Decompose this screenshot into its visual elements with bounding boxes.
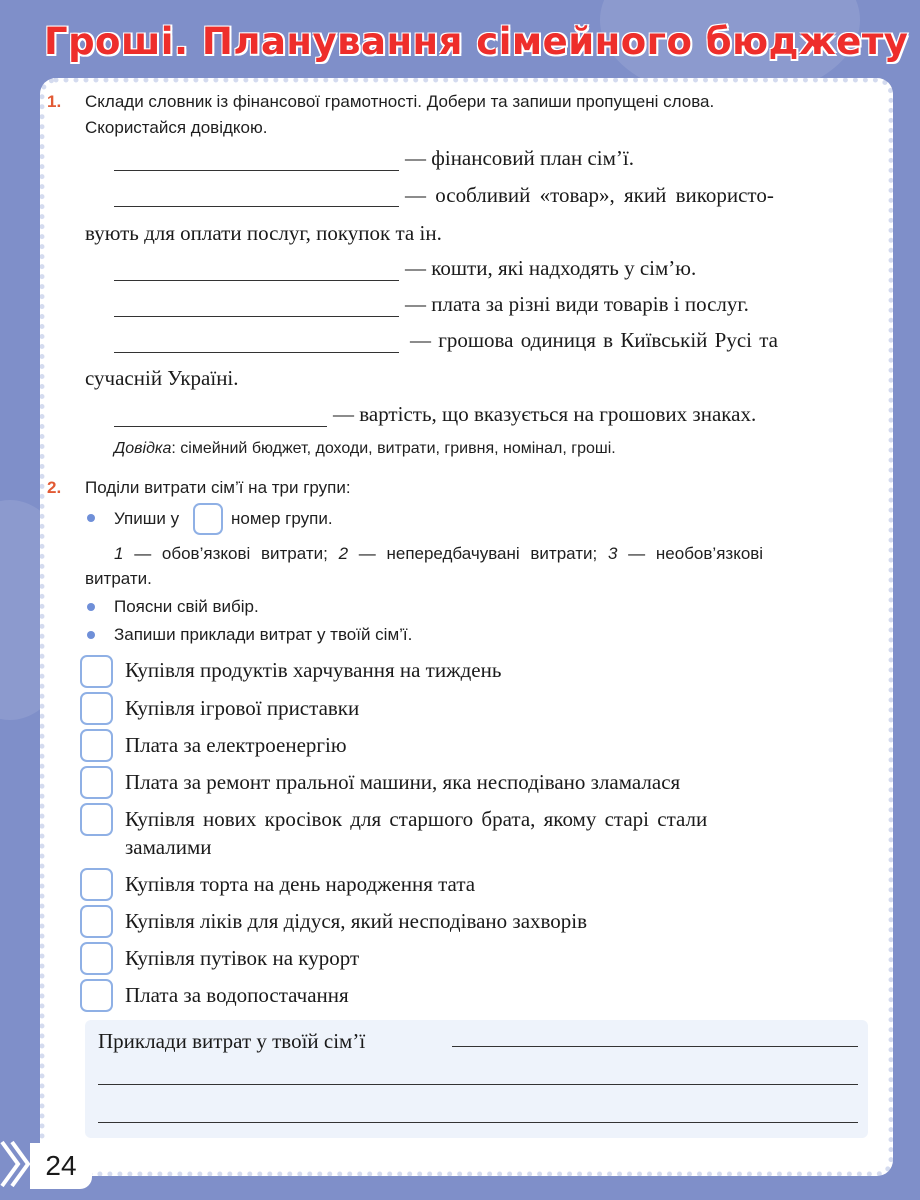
bullet-1-pre: Упиши у (114, 509, 180, 528)
inline-example-box (193, 503, 223, 535)
task-2-number: 2. (47, 478, 62, 497)
definition-text: — особливий «товар», який використо- (405, 183, 774, 207)
expense-item-cont: замалими (125, 835, 212, 859)
expense-item: Купівля продуктів харчування на тиждень (125, 658, 502, 682)
definition-text: — кошти, які надходять у сім’ю. (405, 256, 697, 280)
answer-line[interactable] (114, 426, 327, 427)
answer-line[interactable] (114, 206, 399, 207)
examples-answer-line[interactable] (98, 1084, 858, 1085)
expense-item: Купівля торта на день народження тата (125, 872, 476, 896)
expense-item: Купівля ліків для дідуся, який несподівано захворів (125, 909, 588, 933)
group-number-box[interactable] (80, 905, 113, 938)
expense-item: Плата за водопостачання (125, 983, 349, 1007)
task-1-instruction: Склади словник із фінансової грамотності. Добери та запиши пропущені слова. (85, 92, 715, 111)
answer-line[interactable] (114, 170, 399, 171)
expense-item: Купівля ігрової приставки (125, 696, 360, 720)
group-number-box[interactable] (80, 803, 113, 836)
hint (114, 440, 616, 458)
expense-item: Плата за електроенергію (125, 733, 347, 757)
definition-text: — грошова одиниця в Київській Русі та (410, 328, 778, 352)
chevron-right-icon (0, 1132, 30, 1196)
task-1-number: 1. (47, 92, 62, 111)
expense-item: Купівля путівок на курорт (125, 946, 360, 970)
definition-text: — плата за різні види товарів і послуг. (405, 292, 749, 316)
groups-line: 1 — обов’язкові витрати; 2 — непередбачувані витрати; 3 — необов’язкові (114, 544, 764, 563)
answer-line[interactable] (114, 280, 399, 281)
group-number-box[interactable] (80, 868, 113, 901)
group-number-box[interactable] (80, 655, 113, 688)
group-number-box[interactable] (80, 979, 113, 1012)
definition-text: — фінансовий план сім’ї. (405, 146, 635, 170)
page-title: Гроші. Планування сімейного бюджету (44, 20, 909, 63)
bullet (87, 514, 95, 522)
expense-item: Плата за ремонт пральної машини, яка несподівано зламалася (125, 770, 681, 794)
group-number-box[interactable] (80, 766, 113, 799)
bullet-3: Запиши приклади витрат у твоїй сім’ї. (114, 625, 413, 644)
group-number-box[interactable] (80, 729, 113, 762)
groups-line-cont: витрати. (85, 569, 152, 588)
expense-item: Купівля нових кросівок для старшого брата, якому старі стали (125, 807, 708, 831)
page-number: 24 (30, 1143, 92, 1189)
bullet-2: Поясни свій вибір. (114, 597, 259, 616)
definition-text-cont: вують для оплати послуг, покупок та ін. (85, 221, 442, 245)
task-1-instruction-cont: Скористайся довідкою. (85, 118, 268, 137)
group-number-box[interactable] (80, 692, 113, 725)
hint-text: : сімейний бюджет, доходи, витрати, гривня, номінал, гроші. (171, 440, 616, 457)
bullet (87, 603, 95, 611)
definition-text-cont: сучасній Україні. (85, 366, 239, 390)
bullet-1-post: номер групи. (231, 509, 333, 528)
examples-label: Приклади витрат у твоїй сім’ї (98, 1029, 366, 1053)
task-2-instruction: Поділи витрати сім’ї на три групи: (85, 478, 351, 497)
answer-line[interactable] (114, 352, 399, 353)
examples-answer-line[interactable] (98, 1122, 858, 1123)
bullet (87, 631, 95, 639)
examples-answer-line[interactable] (452, 1046, 858, 1047)
group-number-box[interactable] (80, 942, 113, 975)
answer-line[interactable] (114, 316, 399, 317)
hint-label: Довідка (114, 440, 172, 457)
definition-text: — вартість, що вказується на грошових знаках. (333, 402, 757, 426)
